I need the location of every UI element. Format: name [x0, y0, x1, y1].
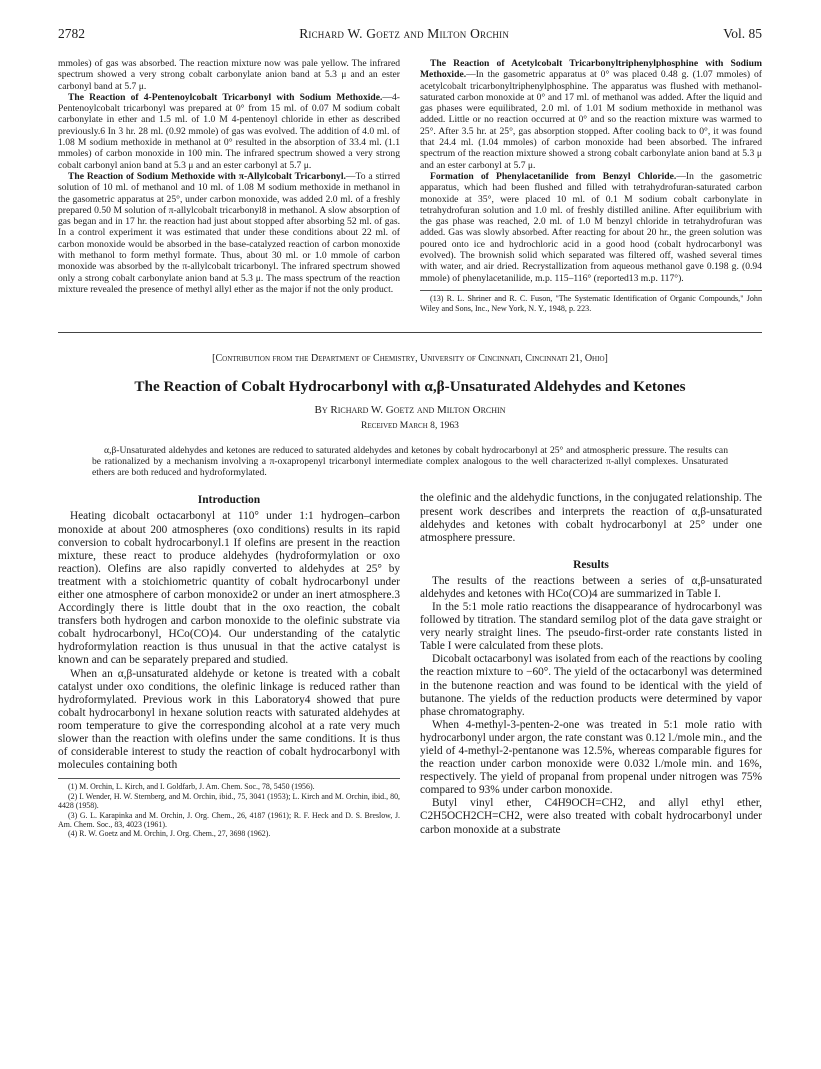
- journal-page: [58, 26, 762, 839]
- page-number: 2782: [58, 26, 85, 41]
- article-title: The Reaction of Cobalt Hydrocarbonyl with α,β-Unsaturated Aldehydes and Ketones: [134, 377, 686, 395]
- article-separator: [58, 332, 762, 333]
- footnote: (13) R. L. Shriner and R. C. Fuson, "The Systematic Identification of Organic Compounds," John Wiley and Sons, Inc., New York, N. Y., 1948, p. 223.: [420, 293, 762, 313]
- paragraph-heading: The Reaction of Acetylcobalt Tricarbonyltriphenylphosphine with Sodium Methoxide.: [420, 58, 762, 81]
- paragraph: mmoles) of gas was absorbed. The reaction mixture now was pale yellow. The infrared spectrum showed a very strong cobalt carbonylate anion band at 5.3 μ and an ester carbonyl band at 5.7 μ.: [58, 58, 400, 92]
- paragraph: When 4-methyl-3-penten-2-one was treated in 5:1 mole ratio with hydrocarbonyl under argon, the rate constant was 0.12 l./mole min., and the yield of 4-methyl-2-pentanone was 12.5%, whereas comparable figures for the reaction under carbon monoxide were 0.032 l./mole min. and 16%, respectively. The yield of propanal from propenal under nitrogen was 75% compared to 93% under carbon monoxide.: [420, 718, 762, 797]
- paragraph: When an α,β-unsaturated aldehyde or ketone is treated with a cobalt catalyst under oxo conditions, the olefinic linkage is reduced rather than hydroformylated. Previous work in this Laboratory4 showed that pure cobalt hydrocarbonyl in hexane solution reacts with saturated aldehydes at room temperature to give the corresponding alcohol at a rate very much slower than the reaction with olefins under the same conditions. It is thus of considerable interest to study the reaction of cobalt hydrocarbonyl with molecules containing both: [58, 667, 400, 772]
- paragraph: In the 5:1 mole ratio reactions the disappearance of hydrocarbonyl was followed by titration. The standard semilog plot of the data gave straight or very nearly straight lines. The pseudo-first-order rate constants listed in Table I were calculated from these plots.: [420, 600, 762, 653]
- abstract: α,β-Unsaturated aldehydes and ketones are reduced to saturated aldehydes and ketones by cobalt hydrocarbonyl at 25° and atmospheric pressure. The results can be rationalized by a mechanism involving a π-oxapropenyl tricarbonyl intermediate complex analogous to the well characterized π-allyl complexes. Unsaturated ethers are both reduced and hydroformylated.: [92, 444, 728, 479]
- footnote: (4) R. W. Goetz and M. Orchin, J. Org. Chem., 27, 3698 (1962).: [68, 829, 271, 839]
- paragraph: The Reaction of Acetylcobalt Tricarbonyltriphenylphosphine with Sodium Methoxide.—In the gasometric apparatus at 0° was placed 0.48 g. (1.07 mmoles) of acetylcobalt tricarbonyltriphenylphosphine. The apparatus was flushed with methanol-saturated carbon monoxide at 0° and 17 ml. of methanol was added. After the liquid and gas phases were equilibrated, 2.0 ml. of 1.01 M sodium methoxide in methanol was added. Little or no reaction occurred at 0° and so the reaction mixture was warmed to 25°. After 3.5 hr. at 25°, gas absorption stopped. After cooling back to 0°, it was found that 24.4 ml. (1.04 mmoles) of carbon monoxide had been absorbed. The infrared spectrum of the reaction mixture showed a strong cobalt carbonylate anion band at 5.3 μ and an ester carbonyl at 5.7 μ.: [420, 58, 762, 171]
- footnote: (1) M. Orchin, L. Kirch, and I. Goldfarb, J. Am. Chem. Soc., 78, 5450 (1956).: [68, 782, 315, 792]
- footnote-divider: [420, 290, 762, 291]
- section-heading: Introduction: [197, 494, 261, 507]
- paragraph: The results of the reactions between a series of α,β-unsaturated aldehydes and ketones with HCo(CO)4 are summarized in Table I.: [420, 574, 762, 600]
- paragraph: Formation of Phenylacetanilide from Benzyl Chloride.—In the gasometric apparatus, which had been flushed and filled with tetrahydrofuran-saturated carbon monoxide at 35°, were placed 10 ml. of 0.1 M sodium cobalt carbonylate in tetrahydrofuran solution and 1.0 ml. of freshly distilled aniline. After equilibrium with the gas phase was reached, 2.0 ml. of 1.0 M benzyl chloride in tetrahydrofuran was added. Gas was slowly absorbed. After reacting for about 20 hr., the green solution was poured onto ice and hydrochloric acid in a good hood (cobalt hydrocarbonyl was evolved). The brownish solid which separated was filtered off, washed several times with water, and air dried. Recrystallization from aqueous methanol gave 0.198 g. (0.94 mmole) of phenylacetanilide, m.p. 115–116° (reported13 m.p. 117°).: [420, 170, 762, 284]
- paragraph-heading: The Reaction of 4-Pentenoylcobalt Tricarbonyl with Sodium Methoxide.: [68, 91, 383, 103]
- top-right-column: [420, 58, 762, 314]
- paragraph: The Reaction of Sodium Methoxide with π-Allylcobalt Tricarbonyl.—To a stirred solution of 10 ml. of methanol and 10 ml. of 1.08 M sodium methoxide in methanol in the gasometric apparatus at 25°, under carbon monoxide, was added 2.0 ml. of a freshly prepared 0.50 M solution of π-allylcobalt tricarbonyl8 in methanol. A slow absorption of gas began and in 17 hr. the reaction had just about stopped after absorbing 52 ml. of gas. In a control experiment it was estimated that under these conditions about 22 ml. of carbon monoxide would be absorbed in the base-catalyzed reaction of carbon monoxide with methanol to form methyl formate. Thus, about 30 ml. or 1.0 mmole of carbon monoxide was absorbed by the π-allylcobalt tricarbonyl. The infrared spectrum showed only a strong cobalt carbonylate anion band at 5.3 μ. The mass spectrum of the reaction mixture revealed the presence of methyl allyl ether as the major if not the only product.: [58, 170, 400, 295]
- footnote: (3) G. L. Karapinka and M. Orchin, J. Org. Chem., 26, 4187 (1961); R. F. Heck and D. S. Breslow, J. Am. Chem. Soc., 83, 4023 (1961).: [58, 810, 400, 829]
- experimental-continuation: [58, 58, 762, 314]
- running-header: [58, 26, 762, 48]
- volume-label: Vol. 85: [723, 26, 762, 41]
- contribution-line: [Contribution from the Department of Chemistry, University of Cincinnati, Cincinnati 21, Ohio]: [212, 352, 608, 364]
- paragraph-heading: The Reaction of Sodium Methoxide with π-Allylcobalt Tricarbonyl.: [68, 170, 346, 182]
- paragraph: Heating dicobalt octacarbonyl at 110° under 1:1 hydrogen–carbon monoxide at about 200 atmospheres (oxo conditions) results in its rapid conversion to cobalt hydrocarbonyl.1 If olefins are present in the reaction mixture, these react to produce aldehydes (hydroformylation or oxo reaction). Olefins are also rapidly converted to aldehydes at 25° by treatment with a stoichiometric quantity of cobalt hydrocarbonyl under either one atmosphere of carbon monoxide2 or under an inert atmosphere.3 Accordingly there is little doubt that in the oxo reaction, the cobalt transfers both hydrogen and carbon monoxide to the olefinic substrate via cobalt hydrocarbonyl, HCo(CO)4. Our understanding of the catalytic hydroformylation reaction is thus unusual in that the active catalyst is known and can be separately prepared and studied.: [58, 510, 400, 667]
- top-left-column: [58, 58, 400, 314]
- byline: By Richard W. Goetz and Milton Orchin: [314, 403, 506, 416]
- article-body: [58, 492, 762, 838]
- paragraph: Butyl vinyl ether, C4H9OCH=CH2, and allyl ethyl ether, C2H5OCH2CH=CH2, were also treated with cobalt hydrocarbonyl under carbon monoxide at a substrate: [420, 797, 762, 836]
- paragraph: The Reaction of 4-Pentenoylcobalt Tricarbonyl with Sodium Methoxide.—4-Pentenoylcobalt tricarbonyl was prepared at 0° from 15 ml. of 0.07 M sodium cobalt carbonylate in ether and 1.5 ml. of 1.0 M 4-pentenoyl chloride in ether as described previously.6 In 3 hr. 28 ml. (0.92 mmole) of gas was evolved. The addition of 4.0 ml. of 1.08 M sodium methoxide in methanol at 0° resulted in the absorption of 33.4 ml. (1.1 mmoles) of carbon monoxide in 100 min. The infrared spectrum showed a very strong cobalt carbonyl anion band at 5.3 μ and an ester carbonyl at 5.7 μ.: [58, 91, 400, 171]
- paragraph: the olefinic and the aldehydic functions, in the conjugated relationship. The present work describes and interprets the reaction of α,β-unsaturated aldehydes and ketones with cobalt hydrocarbonyl at 25° under one atmosphere pressure.: [420, 492, 762, 544]
- running-title: Richard W. Goetz and Milton Orchin: [299, 26, 510, 41]
- footnote: (2) I. Wender, H. W. Sternberg, and M. Orchin, ibid., 75, 3041 (1953); L. Kirch and M. Orchin, ibid., 80, 4428 (1958).: [58, 791, 400, 811]
- received-date: Received March 8, 1963: [361, 419, 459, 431]
- section-heading: Results: [573, 558, 609, 571]
- body-left-column: [58, 492, 400, 838]
- body-right-column: [420, 492, 762, 838]
- paragraph: Dicobalt octacarbonyl was isolated from each of the reactions by cooling the reaction mixture to −60°. The yield of the octacarbonyl was determined in the butenone reaction and was found to be identical with the yield of butanone. The yields of the reduction products were determined by vapor phase chromatography.: [420, 653, 763, 718]
- footnote-divider: [58, 778, 400, 779]
- paragraph-heading: Formation of Phenylacetanilide from Benzyl Chloride.: [430, 170, 677, 182]
